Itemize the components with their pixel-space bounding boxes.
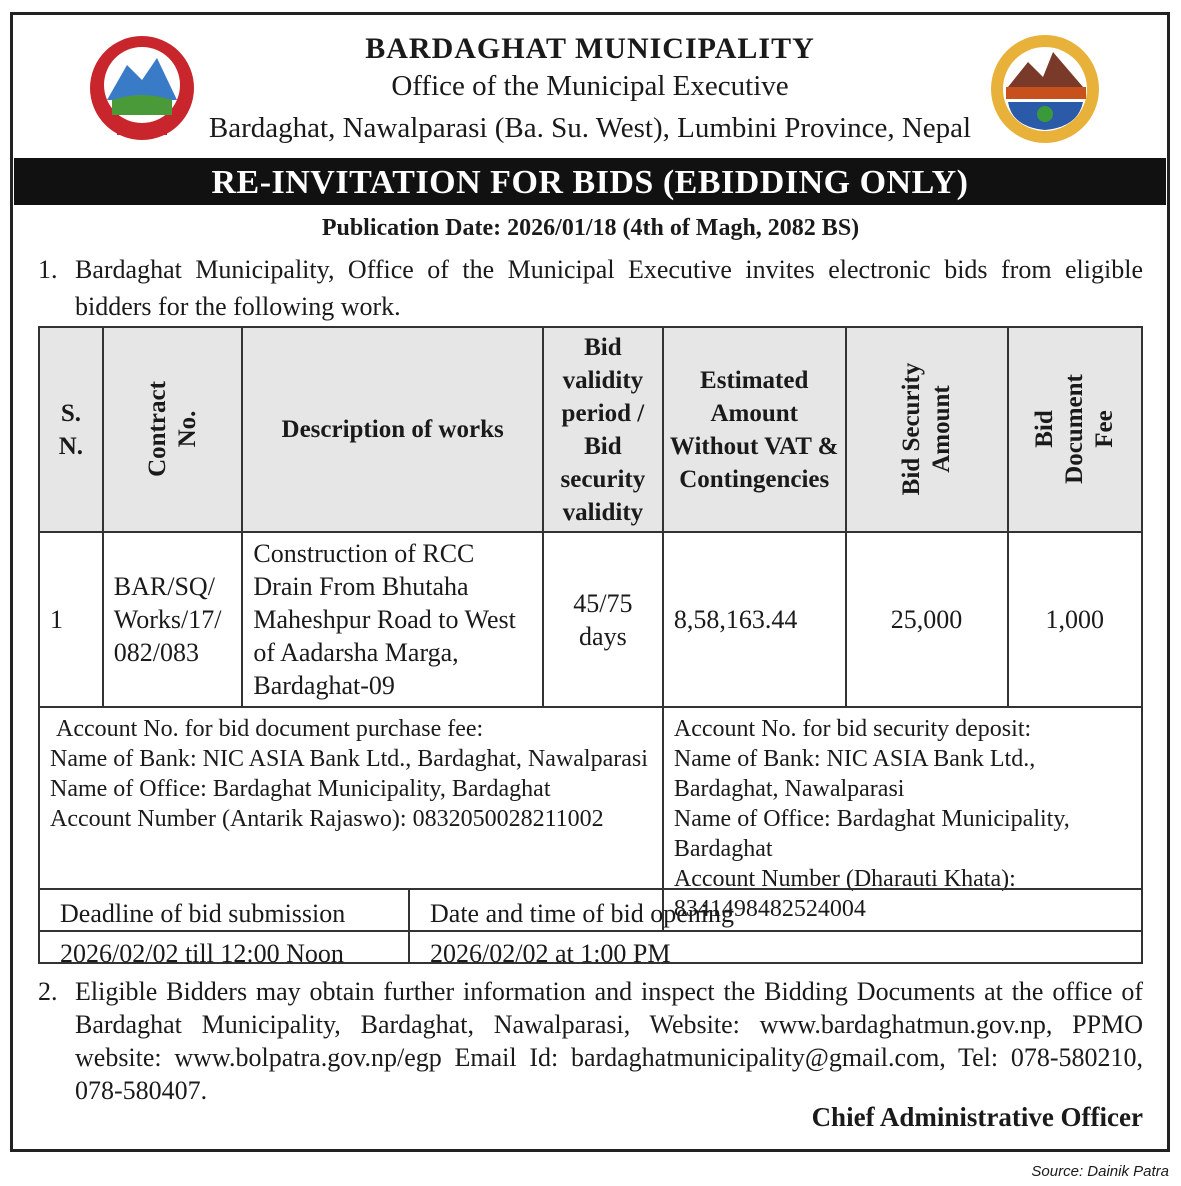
source-credit: Source: Dainik Patra bbox=[1031, 1163, 1169, 1180]
cell-estimated-amount: 8,58,163.44 bbox=[663, 532, 846, 707]
opening-cell bbox=[410, 890, 754, 968]
deadline-value: 2026/02/02 till 12:00 Noon bbox=[60, 939, 344, 968]
header-bid-security: Bid Security Amount bbox=[846, 327, 1008, 532]
opening-label: Date and time of bid opening bbox=[430, 899, 734, 928]
paragraph-text: Eligible Bidders may obtain further information and inspect the Bidding Documents at the office of Bardaghat Municipality, Bardaghat, Nawalparasi, Website: www.bardaghatmun.gov.np, PPMO website: www.bolpatra.gov.np/egp Email Id: bardaghatmunicipality@gmail.com, Tel: 078-580210, 078-580407. bbox=[75, 977, 1143, 1105]
cell-sn: 1 bbox=[39, 532, 103, 707]
account-security-line: Account No. for bid security deposit: bbox=[673, 716, 1032, 742]
opening-value: 2026/02/02 at 1:00 PM bbox=[430, 939, 671, 968]
deadline-cell bbox=[40, 890, 410, 968]
header-bid-validity: Bid validity period / Bid security validity bbox=[543, 327, 663, 532]
org-name: BARDAGHAT MUNICIPALITY bbox=[365, 32, 815, 65]
header-document-fee: Bid Document Fee bbox=[1008, 327, 1142, 532]
header-sn: S. N. bbox=[39, 327, 103, 532]
account-fee-line: Account Number (Antarik Rajaswo): 0832050028211002 bbox=[50, 806, 604, 832]
paragraph-2 bbox=[38, 975, 1143, 1107]
address: Bardaghat, Nawalparasi (Ba. Su. West), Lumbini Province, Nepal bbox=[208, 112, 972, 144]
office-name: Office of the Municipal Executive bbox=[391, 70, 789, 102]
header-contract-no: Contract No. bbox=[103, 327, 243, 532]
paragraph-1 bbox=[38, 251, 1143, 325]
cell-bid-validity: 45/75 days bbox=[543, 532, 663, 707]
header-description: Description of works bbox=[242, 327, 542, 532]
account-fee-line: Name of Bank: NIC ASIA Bank Ltd., Bardaghat, Nawalparasi bbox=[50, 746, 648, 772]
nepal-emblem-logo bbox=[82, 30, 202, 145]
bardaghat-municipality-logo bbox=[988, 32, 1103, 147]
account-security-line: Account Number (Dharauti Khata): 8341498482524004 bbox=[673, 866, 1016, 922]
account-fee-line: Name of Office: Bardaghat Municipality, Bardaghat bbox=[50, 776, 551, 802]
deadline-label: Deadline of bid submission bbox=[60, 899, 346, 928]
header-estimated-amount: Estimated Amount Without VAT & Contingencies bbox=[663, 327, 846, 532]
cell-description: Construction of RCC Drain From Bhutaha Maheshpur Road to West of Aadarsha Marga, Bardaghat-09 bbox=[242, 532, 542, 707]
cell-document-fee: 1,000 bbox=[1008, 532, 1142, 707]
cell-contract-no: BAR/SQ/ Works/17/ 082/083 bbox=[103, 532, 243, 707]
bid-table bbox=[38, 326, 1143, 932]
table-header-row bbox=[39, 327, 1142, 532]
paragraph-text: Bardaghat Municipality, Office of the Municipal Executive invites electronic bids from eligible bidders for the following work. bbox=[75, 255, 1143, 321]
table-row bbox=[39, 532, 1142, 707]
dates-box bbox=[38, 888, 1143, 968]
publication-date: Publication Date: 2026/01/18 (4th of Magh, 2082 BS) bbox=[321, 215, 860, 241]
account-security-line: Name of Office: Bardaghat Municipality, Bardaghat bbox=[673, 806, 1070, 862]
account-security-line: Name of Bank: NIC ASIA Bank Ltd., Bardaghat, Nawalparasi bbox=[673, 746, 1036, 802]
paragraph-number: 2. bbox=[38, 977, 58, 1006]
signatory: Chief Administrative Officer bbox=[811, 1102, 1143, 1132]
notice-title: RE-INVITATION FOR BIDS (EBIDDING ONLY) bbox=[14, 158, 1166, 205]
paragraph-number: 1. bbox=[38, 255, 58, 284]
cell-bid-security: 25,000 bbox=[846, 532, 1008, 707]
account-fee-line: Account No. for bid document purchase fee: bbox=[56, 716, 484, 742]
